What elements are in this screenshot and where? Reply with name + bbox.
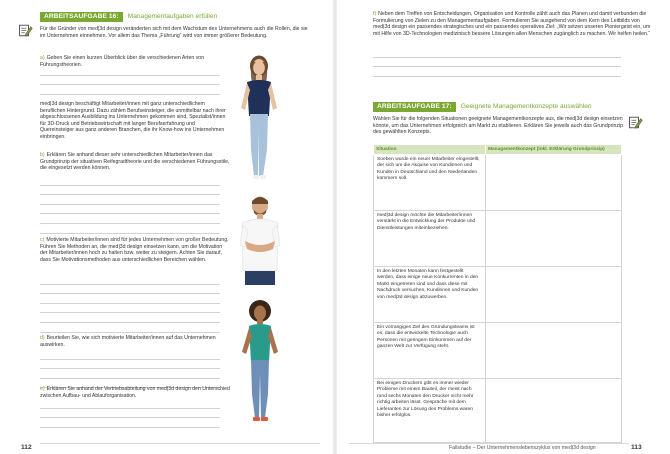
answer-lines-a[interactable] (40, 66, 220, 95)
question-f (373, 11, 657, 37)
answer-lines-b[interactable] (40, 176, 220, 234)
question-d-text: Beurteilen Sie, wie sich motivierte Mitarbeiter/innen auf das Unternehmen auswirken. (40, 335, 216, 348)
task16-tag: ARBEITSAUFGABE 16: (40, 12, 123, 22)
question-f-letter: f) (373, 11, 377, 17)
employee-photo-woman-navy-shirt (232, 52, 286, 184)
task16-header (40, 11, 217, 22)
task17-header (373, 101, 592, 112)
table-row (374, 155, 622, 211)
left-page (0, 0, 333, 454)
table-row (374, 267, 622, 323)
note-pencil-icon (18, 23, 33, 38)
question-c (40, 237, 230, 263)
question-e (40, 386, 230, 399)
question-d (40, 335, 230, 348)
employee-paragraph: med|3d design beschäftigt Mitarbeiter/innen mit ganz unterschiedlichem beruflichen Hintergrund. Dazu zählen Berufseinsteiger, die unmittelbar nach ihrer abgeschlossenen Ausbildung ins Unternehmen gekommen sind, Spezialist/innen für 3D-Druck und Betriebswirtschaft mit langer Berufserfahrung und Quereinsteiger aus ganz anderen Branchen, die ihr Know-how ins Unternehmen einbringen. (40, 101, 226, 140)
left-footer-rule (40, 443, 320, 444)
answer-lines-e[interactable] (40, 399, 220, 428)
concept-answer-cell[interactable] (486, 379, 622, 443)
question-b-letter: b) (40, 152, 45, 158)
table-row (374, 211, 622, 267)
question-b-text: Erklären Sie anhand dieser sehr unterschiedlichen Mitarbeiter/innen das Grundprinzip der situativen Reifegradtheorie und die verschiedenen Führungsstile, die eingesetzt werden können. (40, 152, 230, 172)
task16-intro: Für die Gründer von med|3d design veränderten sich mit dem Wachstum des Unternehmens auch die Rollen, die sie im Unternehmen einnehmen. Vor allem das Thema „Führung“ wird von immer größerer Bedeutung. (40, 26, 308, 39)
task16-title: Managementaufgaben erfüllen (127, 13, 218, 20)
concept-answer-cell[interactable] (486, 267, 622, 323)
note-pencil-icon (628, 115, 643, 130)
question-c-text: Motivierte Mitarbeiter/innen sind für jedes Unternehmen von großer Bedeutung. Führen Sie Methoden an, die med|3d design einsetzen kann, um die Motivation der Mitarbeiter/innen hoch zu halten bzw. weiter zu steigern. Achten Sie darauf, dass Sie Motivationsmethoden aus unterschiedlichen Bereichen wählen. (40, 237, 229, 263)
question-c-letter: c) (40, 237, 45, 243)
concept-answer-cell[interactable] (486, 155, 622, 211)
question-a-letter: a) (40, 55, 45, 61)
employee-photo-man-white-shirt (232, 193, 288, 285)
right-footer-rule (349, 443, 629, 444)
question-f-text: Neben dem Treffen von Entscheidungen, Organisation und Kontrolle zählt auch das Planen und damit verbunden die Formulierung von Zielen zu den Managementaufgaben. Formulieren Sie ausgehend von dem Kern des Leitbilds von med|3d design ein passendes strategisches und ein passendes operatives Ziel: „Wir setzen unseren Pioniergeist ein, um mit Hilfe von 3D-Technologien medizinisch bessere Lösungen allen Menschen zugänglich zu machen. Wir helfen heilen.“ (373, 11, 651, 37)
task17-intro: Wählen Sie für die folgenden Situationen geeignete Managementkonzepte aus, die med|3d design einsetzen könnte, um das Unternehmen erfolgreich am Markt zu etablieren. Erklären Sie jeweils auch das Grundprinzip des gewählten Konzepts. (373, 116, 623, 136)
situation-cell: med|3d design möchte die Mitarbeiter/innen verstärkt in die Entwicklung der Produkte und Dienstleistungen miteinbeziehen. (374, 211, 486, 267)
task17-tag: ARBEITSAUFGABE 17: (373, 102, 456, 112)
concept-answer-cell[interactable] (486, 211, 622, 267)
situation-cell: Soeben wurde ein neuer Mitarbeiter eingestellt, der sich um die Akquise von Kundinnen und Kunden in Deutschland und den Niederlanden kümmern soll. (374, 155, 486, 211)
question-e-letter: e) (40, 386, 45, 392)
question-e-text: Erklären Sie anhand der Vertriebsabteilung von med|3d design den Unterschied zwischen Aufbau- und Ablauforganisation. (40, 386, 230, 399)
footer-title: Fallstudie – Der Unternehmenslebenszyklus von med|3d design (449, 445, 596, 451)
answer-lines-d[interactable] (40, 350, 220, 388)
table-header-situation: Situation (374, 145, 486, 155)
answer-lines-c[interactable] (40, 275, 220, 333)
question-a-text: Geben Sie einen kurzen Überblick über die verschiedenen Arten von Führungstheorien. (40, 55, 205, 68)
right-page (337, 0, 670, 454)
page-number-left: 112 (21, 444, 32, 451)
question-d-letter: d) (40, 335, 45, 341)
table-header-concept: Managementkonzept (inkl. Erklärung Grundprinzip) (486, 145, 622, 155)
situation-cell: Ein vorrangiges Ziel des Gründungsteams ist es, dass die entwickelte Technologie auch Personen mit geringem Einkommen auf der ganzen Welt zur Verfügung steht. (374, 323, 486, 379)
situation-cell: Bei einigen Druckern gibt es immer wieder Probleme mit einem Bauteil, der meist nach rund sechs Monaten den Drucker nicht mehr richtig arbeiten lässt. Gespräche mit dem Lieferanten zur Lösung des Problems waren bisher erfolglos. (374, 379, 486, 443)
page-number-right: 113 (631, 444, 642, 451)
employee-photo-woman-teal-shirt (234, 298, 286, 426)
table-row (374, 323, 622, 379)
task17-title: Geeignete Managementkonzepte auswählen (460, 103, 592, 110)
management-concepts-table (373, 144, 622, 443)
question-b (40, 152, 230, 172)
table-row (374, 379, 622, 443)
answer-lines-f[interactable] (373, 48, 621, 77)
situation-cell: In den letzten Monaten kann festgestellt werden, dass einige neue Konkurrenten in den Markt eingetreten sind und dass diese mit Nachdruck versuchen, Kundinnen und Kunden von med|3d design abzuwerben. (374, 267, 486, 323)
concept-answer-cell[interactable] (486, 323, 622, 379)
